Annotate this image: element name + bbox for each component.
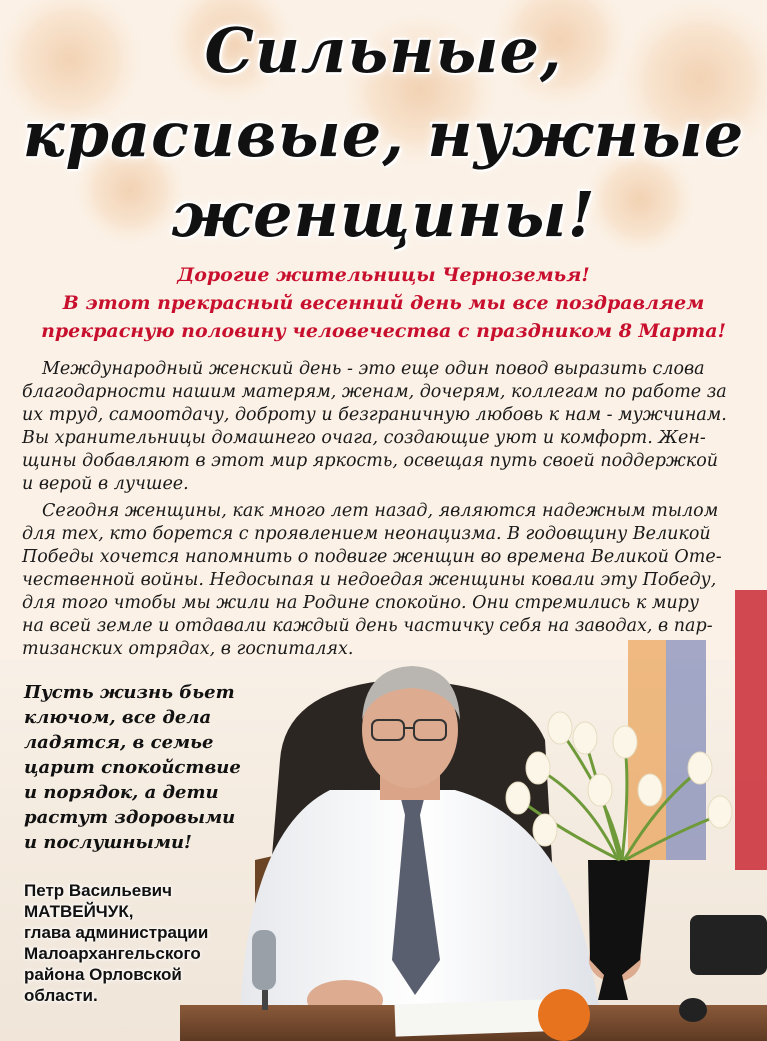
wish-line: и порядок, а дети bbox=[24, 782, 219, 803]
signature-line: Петр Васильевич bbox=[24, 881, 172, 900]
body-line: на всей земле и отдавали каждый день частичку себя на заводах, в пар- bbox=[22, 616, 713, 636]
body-line: Сегодня женщины, как много лет назад, являются надежным тылом bbox=[42, 501, 719, 521]
headline-line-3: женщины! bbox=[171, 178, 596, 251]
body-line: их труд, самоотдачу, доброту и безграничную любовь к нам - мужчинам. bbox=[22, 405, 727, 425]
body-line: для того чтобы мы жили на Родине спокойно. Они стремились к миру bbox=[22, 593, 700, 613]
body-line: благодарности нашим матерям, женам, дочерям, коллегам по работе за bbox=[22, 382, 727, 402]
wish-line: и послушными! bbox=[24, 832, 192, 853]
body-line: Вы хранительницы домашнего очага, создающие уют и комфорт. Жен- bbox=[22, 428, 706, 448]
body-line: чественной войны. Недосыпая и недоедая женщины ковали эту Победу, bbox=[22, 570, 717, 590]
headline-line-1: Сильные, bbox=[204, 14, 563, 87]
signature-line: района Орловской bbox=[24, 965, 182, 984]
body-line: для тех, кто борется с проявлением неонацизма. В годовщину Великой bbox=[22, 524, 711, 544]
greeting-line-1: Дорогие жительницы Черноземья! bbox=[177, 264, 590, 286]
greeting-line-3: прекрасную половину человечества с праздником 8 Марта! bbox=[41, 320, 726, 342]
body-line: и верой в лучшее. bbox=[22, 474, 189, 494]
wish-line: ладятся, в семье bbox=[24, 732, 214, 753]
body-line: Международный женский день - это еще один повод выразить слова bbox=[42, 359, 705, 379]
wish-line: ключом, все дела bbox=[24, 707, 212, 728]
wish-block bbox=[24, 680, 254, 855]
signature-line: МАТВЕЙЧУК, bbox=[24, 902, 134, 921]
signature-line: глава администрации bbox=[24, 923, 209, 942]
body-line: тизанских отрядах, в госпиталях. bbox=[22, 639, 354, 659]
body-line: Победы хочется напомнить о подвиге женщин во времена Великой Оте- bbox=[22, 547, 722, 567]
wish-line: растут здоровыми bbox=[24, 807, 236, 828]
signature-line: области. bbox=[24, 986, 98, 1005]
wish-line: Пусть жизнь бьет bbox=[24, 682, 235, 703]
body-line: щины добавляют в этот мир яркость, освещая путь своей поддержкой bbox=[22, 451, 719, 471]
greeting-line-2: В этот прекрасный весенний день мы все поздравляем bbox=[62, 292, 705, 314]
headline-line-2: красивые, нужные bbox=[22, 98, 745, 171]
signature-block bbox=[24, 880, 264, 1006]
wish-line: царит спокойствие bbox=[24, 757, 241, 778]
signature-line: Малоархангельского bbox=[24, 944, 201, 963]
